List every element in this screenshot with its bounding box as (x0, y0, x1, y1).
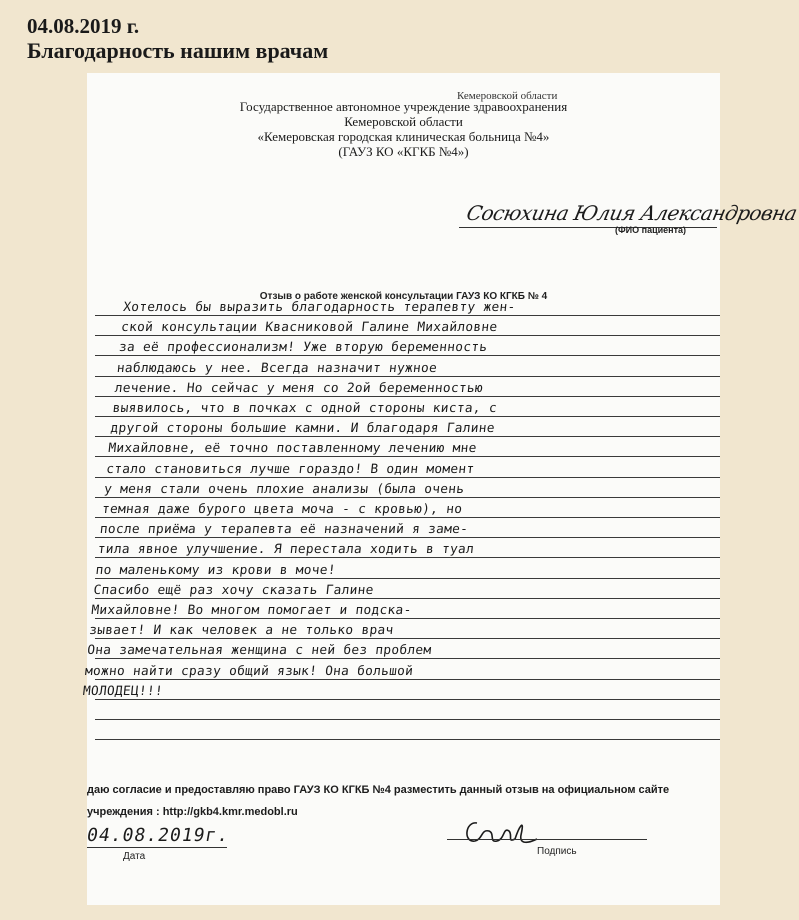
handwritten-line: можно найти сразу общий язык! Она большой (84, 663, 414, 679)
handwritten-line: выявилось, что в почках с одной стороны киста, с (111, 401, 498, 417)
handwritten-line: другой стороны большие камни. И благодаря Галине (109, 421, 496, 437)
handwritten-review (82, 298, 739, 702)
handwritten-line: стало становиться лучше гораздо! В один момент (105, 461, 476, 477)
form-title: Отзыв о работе женской консультации ГАУЗ КО КГКБ № 4 (259, 291, 548, 302)
org-line: «Кемеровская городская клиническая больница №4» (257, 129, 550, 144)
handwritten-date: 04.08.2019г. (85, 825, 231, 846)
handwritten-line: ской консультации Квасниковой Галине Михайловне (120, 320, 499, 336)
signature-scribble (459, 809, 549, 855)
org-cut-text: Кемеровской области (457, 90, 558, 102)
post-title: Благодарность нашим врачам (27, 38, 329, 63)
handwritten-line: Она замечательная женщина с ней без проблем (86, 643, 433, 659)
handwritten-line: Михайловне, её точно поставленному лечению мне (107, 441, 478, 457)
handwritten-line: темная даже бурого цвета моча - с кровью), но (101, 502, 463, 518)
consent-line: даю согласие и предоставляю право ГАУЗ КО КГКБ №4 разместить данный отзыв на официальном сайте (87, 784, 670, 796)
handwritten-line: лечение. Но сейчас у меня со 2ой беременностью (113, 380, 484, 396)
handwritten-line: у меня стали очень плохие анализы (была очень (103, 481, 466, 497)
handwritten-line: наблюдаюсь у нее. Всегда назначит нужное (116, 360, 438, 376)
org-line: Государственное автономное учреждение здравоохранения (239, 99, 568, 114)
ruled-line (95, 719, 720, 720)
post-date: 04.08.2019 г. (27, 14, 140, 38)
patient-caption: (ФИО пациента) (615, 225, 687, 235)
org-line: Кемеровской области (344, 114, 463, 129)
scanned-letter (82, 73, 799, 905)
signature-caption: Подпись (537, 846, 577, 857)
date-caption: Дата (123, 851, 146, 862)
handwritten-line: Михайловне! Во многом помогает и подска- (90, 603, 413, 619)
organization-header (87, 90, 720, 159)
page-header (27, 14, 328, 64)
handwritten-line: МОЛОДЕЦ!!! (82, 683, 164, 699)
date-underline (87, 847, 227, 848)
handwritten-line: зывает! И как человек а не только врач (88, 623, 395, 639)
org-line: (ГАУЗ КО «КГКБ №4») (338, 144, 469, 159)
handwritten-line: после приёма у терапевта её назначений я заме- (99, 522, 469, 538)
handwritten-line: Хотелось бы выразить благодарность терапевту жен- (122, 300, 517, 315)
patient-name: Сосюхина Юлия Александровна (464, 201, 799, 225)
signature-underline (447, 839, 647, 840)
consent-line: учреждения : http://gkb4.kmr.medobl.ru (87, 806, 298, 818)
handwritten-line: по маленькому из крови в моче! (94, 562, 337, 578)
consent-text (87, 779, 669, 823)
handwritten-line: Спасибо ещё раз хочу сказать Галине (92, 582, 375, 598)
handwritten-line: тила явное улучшение. Я перестала ходить в туал (96, 542, 475, 558)
ruled-line (95, 739, 720, 740)
handwritten-line: за её профессионализм! Уже вторую беременность (118, 340, 488, 356)
